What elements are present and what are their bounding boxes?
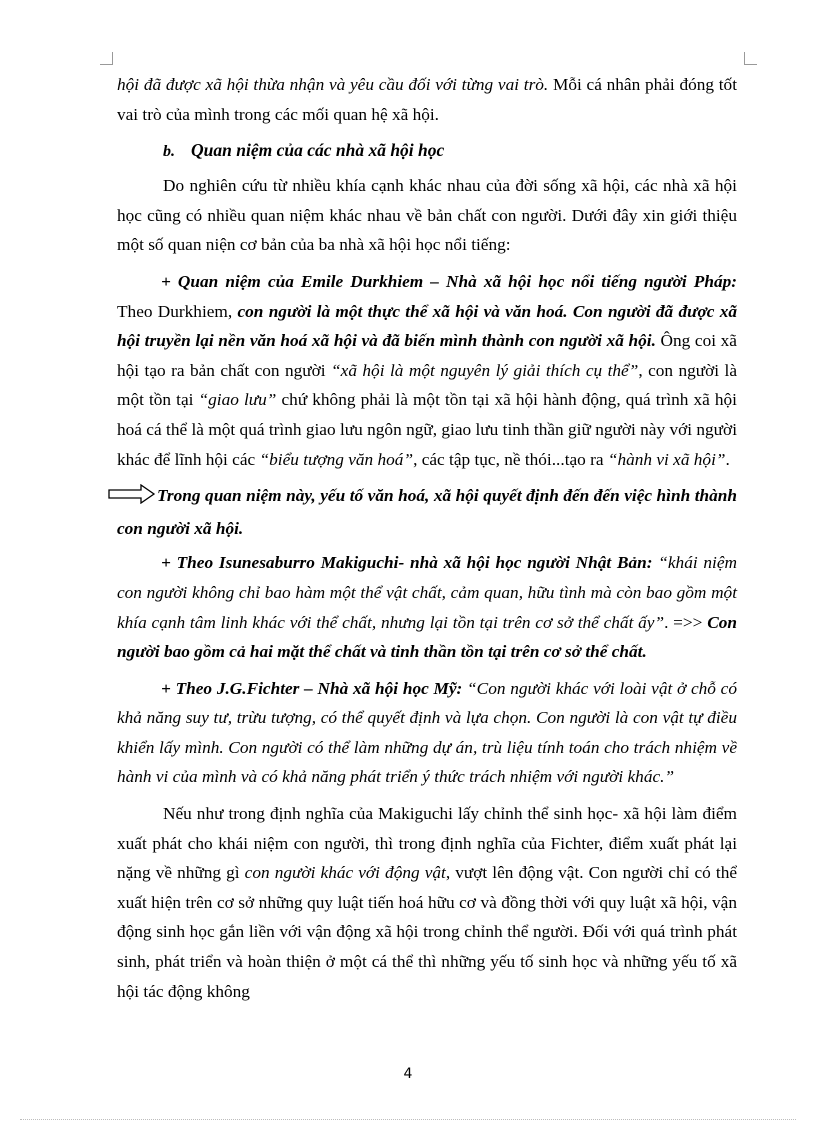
roles-italic-text: hội đã được xã hội thừa nhận và yêu cầu đối với từng vai trò. — [117, 75, 549, 94]
paragraph-intro: Do nghiên cứu từ nhiều khía cạnh khác nhau của đời sống xã hội, các nhà xã hội học cũng có nhiều quan niệm khác nhau về bản chất con người. Dưới đây xin giới thiệu một số quan niện cơ bản của ba nhà xã hội học nổi tiếng: — [117, 176, 737, 255]
paragraph-makiguchi — [117, 548, 737, 666]
durkhiem-quote-3: “biểu tượng văn hoá” — [259, 449, 414, 469]
heading-number: b. — [163, 143, 175, 161]
durkhiem-text-4: chứ không phải là một tồn tại xã hội hành động, quá trình xã hội hoá cá thể là một quá trình giao lưu ngôn ngữ, giao lưu tinh thần giữ người này với người khác để lĩnh hội các — [117, 390, 737, 469]
durkhiem-bold-definition: con người là một thực thể xã hội và văn hoá. Con người đã được xã hội truyền lại nền văn hoá xã hội và đã biến mình thành con người xã hội. — [117, 301, 737, 351]
paragraph-conclusion — [117, 481, 737, 543]
durkhiem-quote-1: “xã hội là một nguyên lý giải thích cụ thể” — [331, 360, 639, 380]
section-heading — [163, 136, 737, 166]
comparison-text-2: , vượt lên động vật. Con người chỉ có thể xuất hiện trên cơ sở những quy luật tiến hoá hữu cơ và đồng thời với quy luật xã hội, vận động sinh học gắn liền với vận động xã hội trong chỉnh thể người. Đối với quá trình phát sinh, phát triển và hoàn thiện ở một cá thể thì những yếu tố sinh học và những yếu tố xã hội tác động không — [117, 863, 737, 1001]
paragraph-fichter — [117, 674, 737, 792]
document-page — [117, 70, 737, 1013]
makiguchi-arrow-text: . =>> — [664, 612, 708, 632]
durkhiem-quote-2: “giao lưu” — [198, 390, 277, 410]
roles-text: Mỗi cá nhân phải đóng tốt vai trò của mình trong các mối quan hệ xã hội. — [117, 75, 737, 124]
heading-title: Quan niệm của các nhà xã hội học — [191, 140, 445, 161]
durkhiem-text-3: , con người là một tồn tại — [117, 360, 737, 410]
durkhiem-quote-4: “hành vi xã hội” — [607, 449, 726, 469]
crop-mark-left — [100, 52, 113, 65]
paragraph-comparison — [117, 799, 737, 1006]
conclusion-text: Trong quan niệm này, yếu tố văn hoá, xã hội quyết định đến đến việc hình thành con người xã hội. — [117, 486, 737, 538]
makiguchi-heading: + Theo Isunesaburro Makiguchi- nhà xã hội học người Nhật Bản: — [161, 553, 653, 573]
makiguchi-quote: “khái niệm con người không chỉ bao hàm một thể vật chất, cảm quan, hữu tình mà còn bao gồm một khía cạnh tâm linh khác với thể chất, nhưng lại tồn tại trên cơ sở thể chất ấy” — [117, 553, 737, 632]
paragraph-durkhiem — [117, 267, 737, 474]
durkhiem-text-1: Theo Durkhiem, — [117, 301, 238, 321]
page-bottom-border — [20, 1119, 796, 1120]
page-number: 4 — [403, 1066, 413, 1082]
fichter-heading: + Theo J.G.Fichter – Nhà xã hội học Mỹ: — [161, 678, 463, 698]
durkhiem-text-2: Ông coi xã hội tạo ra bản chất con người — [117, 331, 737, 380]
durkhiem-heading: + Quan niệm của Emile Durkhiem – Nhà xã hội học nổi tiếng người Pháp: — [161, 271, 737, 291]
crop-mark-right — [744, 52, 757, 65]
right-arrow-icon — [108, 484, 156, 514]
makiguchi-conclusion: Con người bao gồm cả hai mặt thể chất và tinh thần tồn tại trên cơ sở thể chất. — [117, 612, 737, 662]
durkhiem-text-6: . — [725, 449, 730, 469]
comparison-text-1: Nếu như trong định nghĩa của Makiguchi lấy chỉnh thể sinh học- xã hội làm điểm xuất phát cho khái niệm con người, thì trong định nghĩa của Fichter, điểm xuất phát lại nặng về những gì — [117, 804, 737, 883]
paragraph-roles — [117, 70, 737, 129]
fichter-quote: “Con người khác với loài vật ở chỗ có khả năng suy tư, trừu tượng, có thể quyết định và lựa chọn. Con người là con vật tự điều khiển lấy mình. Con người có thể làm những dự án, trù liệu tính toán cho trách nhiệm về hành vi của mình và có khả năng phát triển ý thức trách nhiệm với người khác.” — [117, 678, 737, 787]
comparison-italic: con người khác với động vật — [244, 863, 446, 883]
durkhiem-text-5: , các tập tục, nề thói...tạo ra — [413, 449, 608, 469]
